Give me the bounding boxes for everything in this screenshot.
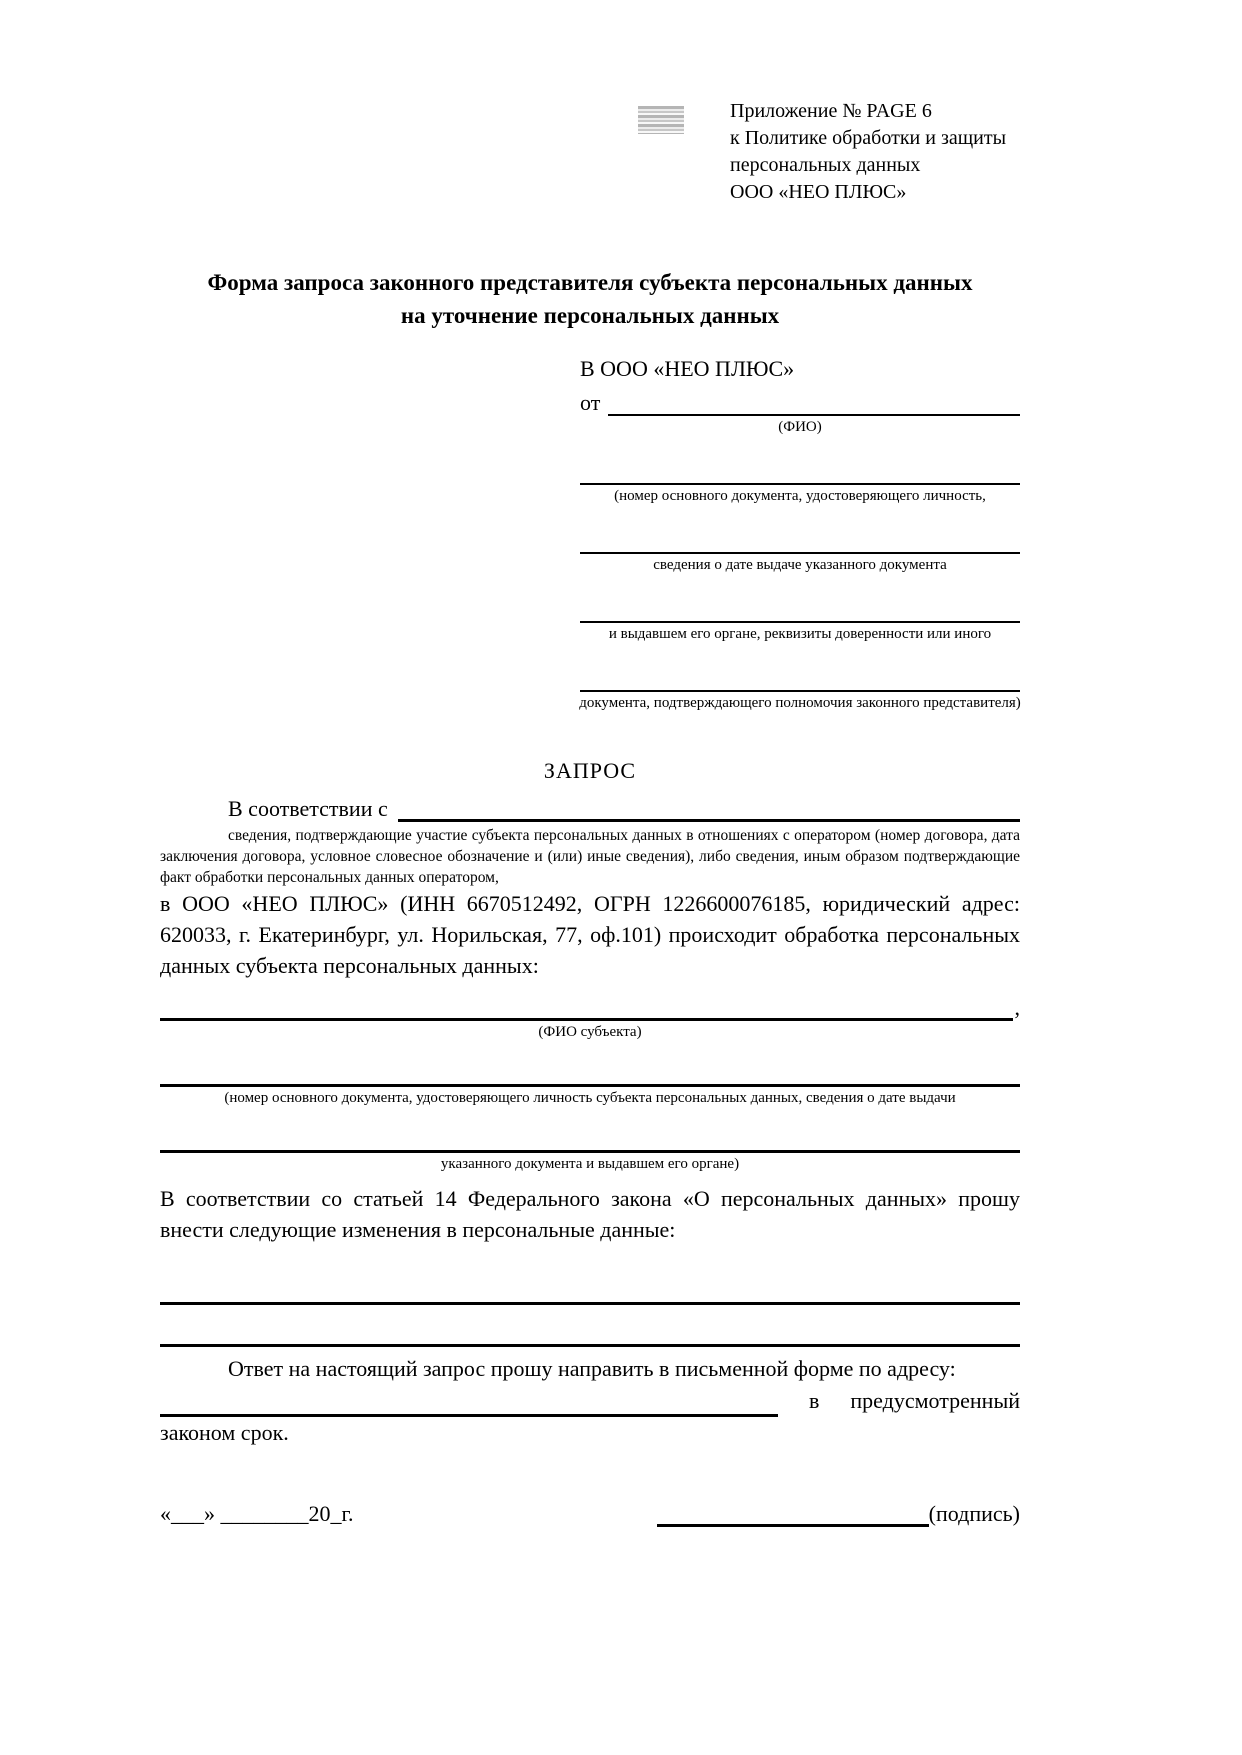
blurred-stamp-icon [638,106,684,134]
policy-reference-line2: персональных данных [730,154,921,176]
signature-row [160,1501,1020,1527]
operator-paragraph: в ООО «НЕО ПЛЮС» (ИНН 6670512492, ОГРН 1226600076185, юридический адрес: 620033, г. Екатеринбург, ул. Норильская, 77, оф.101) происходит обработка персональных данных субъекта персональных данных: [160,891,1020,978]
subject-doc-field-1 [160,1063,1020,1107]
signature-caption: (подпись) [928,1501,1020,1526]
from-row [580,390,1020,416]
representative-doc-caption-3: и выдавшем его органе, реквизиты доверенности или иного [608,626,992,642]
changes-blank-2[interactable] [160,1305,1020,1347]
representative-doc-caption-1: (номер основного документа, удостоверяющего личность, [614,488,986,504]
subject-name-row [160,995,1020,1021]
appendix-block [730,98,1020,206]
answer-address-blank[interactable] [160,1391,778,1417]
changes-blank-1[interactable] [160,1263,1020,1305]
representative-doc-field-2 [580,532,1020,574]
policy-reference-line1: к Политике обработки и защиты [730,127,1007,149]
subject-doc-caption-1: (номер основного документа, удостоверяющего личность субъекта персональных данных, сведения о дате выдачи [224,1090,956,1106]
request-heading: ЗАПРОС [543,758,637,783]
answer-mid-word: в [809,1388,820,1413]
representative-doc-field-3 [580,601,1020,643]
representative-doc-blank-3[interactable] [580,601,1020,623]
subject-doc-caption-2: указанного документа и выдавшем его органе) [440,1156,740,1172]
intro-row [160,796,1020,822]
answer-line3: законом срок. [160,1420,289,1445]
answer-line1: Ответ на настоящий запрос прошу направить в письменной форме по адресу: [228,1356,956,1381]
fio-caption: (ФИО) [778,419,822,435]
document-title-line2: на уточнение персональных данных [400,303,780,328]
representative-doc-blank-4[interactable] [580,670,1020,692]
recipient-block [580,356,1020,712]
intro-prefix: В соответствии с [228,796,388,821]
representative-name-blank[interactable] [608,392,1020,416]
date-blank-text: «___» ________20_г. [160,1501,354,1526]
law-paragraph: В соответствии со статьей 14 Федерального закона «О персональных данных» прошу внести следующие изменения в персональные данные: [160,1186,1020,1242]
footnote-paragraph: сведения, подтверждающие участие субъекта персональных данных в отношениях с оператором (номер договора, дата заключения договора, условное словесное обозначение и (или) иные сведения), либо сведения, иным образом подтверждающие факт обработки персональных данных оператором, [160,827,1020,886]
addressee-line: В ООО «НЕО ПЛЮС» [580,356,795,381]
appendix-number-line: Приложение № PAGE 6 [730,100,932,122]
document-title [160,266,1020,332]
subject-fio-caption: (ФИО субъекта) [538,1024,642,1040]
document-title-line1: Форма запроса законного представителя субъекта персональных данных [207,270,973,295]
from-label: от [580,390,601,415]
representative-doc-field-1 [580,463,1020,505]
organization-name: ООО «НЕО ПЛЮС» [730,181,907,203]
representative-doc-blank-1[interactable] [580,463,1020,485]
subject-name-comma: , [1014,995,1020,1020]
answer-address-row [160,1385,1020,1417]
subject-name-blank[interactable] [160,997,1013,1021]
representative-doc-caption-4: документа, подтверждающего полномочия законного представителя) [579,695,1021,711]
answer-right-word: предусмотренный [850,1388,1020,1413]
representative-doc-blank-2[interactable] [580,532,1020,554]
signature-right-group [657,1501,1020,1527]
page-header [160,98,1020,206]
representative-doc-caption-2: сведения о дате выдаче указанного документа [653,557,947,573]
contract-details-blank[interactable] [398,796,1020,822]
representative-doc-field-4 [580,670,1020,712]
signature-blank[interactable] [657,1503,929,1527]
answer-paragraph [160,1353,1020,1449]
subject-doc-blank-1[interactable] [160,1063,1020,1087]
subject-doc-field-2 [160,1129,1020,1173]
subject-doc-blank-2[interactable] [160,1129,1020,1153]
